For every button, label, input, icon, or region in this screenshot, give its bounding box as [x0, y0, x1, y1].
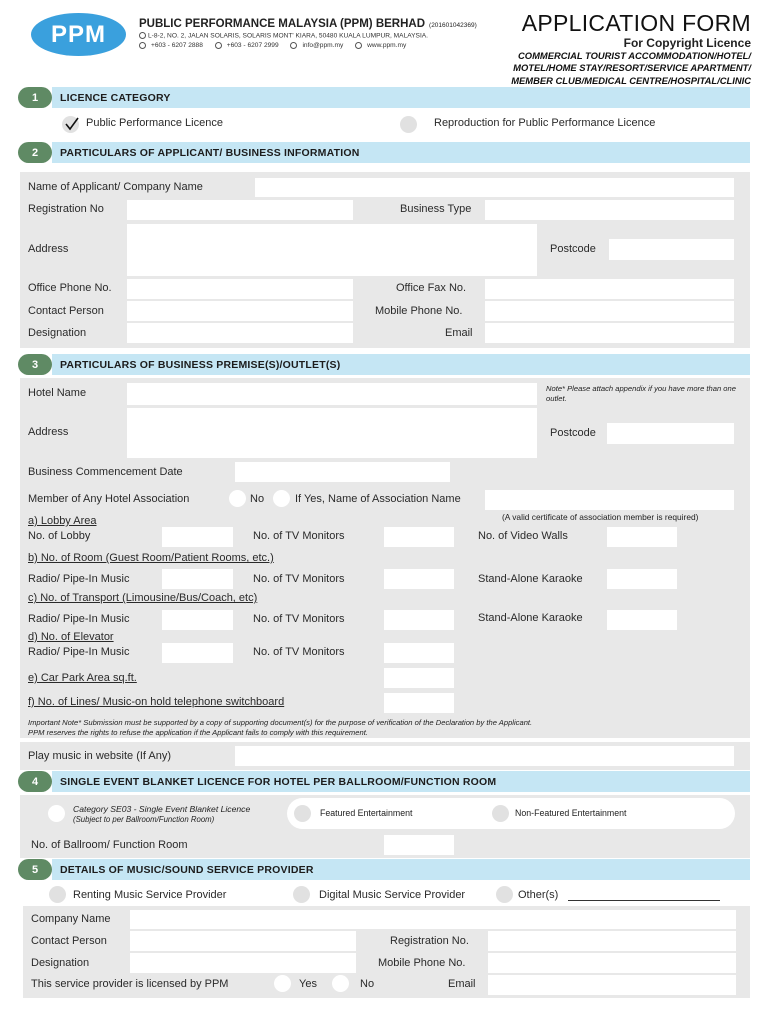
other-provider-line[interactable]	[568, 900, 720, 901]
office-phone-label: Office Phone No.	[28, 282, 112, 294]
commencement-date-label: Business Commencement Date	[28, 466, 183, 478]
applicant-name-label: Name of Applicant/ Company Name	[28, 181, 203, 193]
ballroom-field[interactable]	[384, 835, 454, 855]
section-title: LICENCE CATEGORY	[52, 87, 750, 108]
address-label: Address	[28, 243, 69, 255]
section-number: 2	[18, 142, 52, 163]
appendix-note: Note* Please attach appendix if you have more than one outlet.	[546, 384, 736, 403]
car-park-field[interactable]	[384, 668, 454, 688]
transport-heading: c) No. of Transport (Limousine/Bus/Coach, etc)	[28, 592, 258, 604]
section-2-header	[18, 142, 750, 163]
reproduction-checkbox[interactable]	[400, 116, 417, 133]
member-no-radio[interactable]	[229, 490, 246, 507]
phone-icon	[139, 42, 146, 49]
elevator-heading: d) No. of Elevator	[28, 631, 114, 643]
if-yes-label: If Yes, Name of Association Name	[295, 493, 461, 505]
room-radio-field[interactable]	[162, 569, 233, 589]
room-radio-label: Radio/ Pipe-In Music	[28, 573, 130, 585]
transport-radio-label: Radio/ Pipe-In Music	[28, 613, 130, 625]
car-park-heading: e) Car Park Area sq.ft.	[28, 672, 137, 684]
business-type-field[interactable]	[485, 200, 734, 220]
form-title: APPLICATION FORM	[521, 10, 751, 36]
lobby-heading: a) Lobby Area	[28, 515, 97, 527]
form-subtitle: For Copyright Licence	[623, 36, 751, 50]
company-contact: +603 - 6207 2888 +603 - 6207 2999 info@ppm.my www.ppm.my	[139, 42, 416, 49]
premise-address-label: Address	[28, 426, 69, 438]
room-karaoke-field[interactable]	[607, 569, 677, 589]
provider-designation-field[interactable]	[130, 953, 356, 973]
important-note: Important Note* Submission must be supported by a copy of supporting document(s) for the purpose of verification of the Declaration by the Applicant. PPM reserves the rights to refuse the application if the Applicant fails to comply with this requirement.	[28, 718, 533, 737]
postcode-label: Postcode	[550, 243, 596, 255]
mobile-label: Mobile Phone No.	[375, 305, 463, 317]
section-number: 1	[18, 87, 52, 108]
fax-icon	[215, 42, 222, 49]
featured-label: Featured Entertainment	[320, 808, 413, 818]
category-se03-radio[interactable]	[48, 805, 65, 822]
section-5-header	[18, 859, 750, 880]
hotel-name-field[interactable]	[127, 383, 537, 405]
address-field[interactable]	[127, 224, 537, 276]
commencement-date-field[interactable]	[235, 462, 450, 482]
featured-radio[interactable]	[294, 805, 311, 822]
contact-person-field[interactable]	[127, 301, 353, 321]
no-of-lobby-field[interactable]	[162, 527, 233, 547]
provider-licensed-label: This service provider is licensed by PPM	[31, 978, 229, 990]
transport-tv-field[interactable]	[384, 610, 454, 630]
designation-field[interactable]	[127, 323, 353, 343]
section-1-header	[18, 87, 750, 108]
member-no-label: No	[250, 493, 265, 505]
elevator-tv-field[interactable]	[384, 643, 454, 663]
transport-karaoke-label: Stand-Alone Karaoke	[478, 612, 583, 624]
room-heading: b) No. of Room (Guest Room/Patient Rooms, etc.)	[28, 552, 274, 564]
other-provider-radio[interactable]	[496, 886, 513, 903]
contact-person-label: Contact Person	[28, 305, 104, 317]
business-type-label: Business Type	[400, 203, 472, 215]
email-label: Email	[445, 327, 473, 339]
room-tv-field[interactable]	[384, 569, 454, 589]
section-number: 5	[18, 859, 52, 880]
section-title: DETAILS OF MUSIC/SOUND SERVICE PROVIDER	[52, 859, 750, 880]
section-number: 4	[18, 771, 52, 792]
renting-provider-radio[interactable]	[49, 886, 66, 903]
section-4-header	[18, 771, 750, 792]
provider-company-field[interactable]	[130, 910, 736, 929]
licensed-no-label: No	[360, 978, 375, 990]
lines-field[interactable]	[384, 693, 454, 713]
provider-email-label: Email	[448, 978, 476, 990]
provider-mobile-field[interactable]	[488, 953, 736, 973]
member-yes-radio[interactable]	[273, 490, 290, 507]
section-title: PARTICULARS OF APPLICANT/ BUSINESS INFORMATION	[52, 142, 750, 163]
website-field[interactable]	[235, 746, 734, 766]
elevator-radio-label: Radio/ Pipe-In Music	[28, 646, 130, 658]
premise-postcode-field[interactable]	[607, 423, 734, 444]
hotel-name-label: Hotel Name	[28, 387, 87, 399]
postcode-field[interactable]	[609, 239, 734, 260]
lobby-tv-label: No. of TV Monitors	[253, 530, 345, 542]
public-performance-checkbox[interactable]	[62, 116, 79, 133]
ballroom-label: No. of Ballroom/ Function Room	[31, 839, 188, 851]
provider-email-field[interactable]	[488, 975, 736, 995]
renting-provider-label: Renting Music Service Provider	[73, 889, 227, 901]
category-se03-label: Category SE03 - Single Event Blanket Licence (Subject to per Ballroom/Function Room)	[73, 804, 251, 824]
public-performance-label: Public Performance Licence	[86, 117, 223, 129]
certificate-note: (A valid certificate of association member is required)	[502, 512, 699, 522]
elevator-tv-label: No. of TV Monitors	[253, 646, 345, 658]
globe-icon	[355, 42, 362, 49]
website-label: Play music in website (If Any)	[28, 750, 172, 762]
form-description: COMMERCIAL TOURIST ACCOMMODATION/HOTEL/ MOTEL/HOME STAY/RESORT/SERVICE APARTMENT/ MEMBER CLUB/MEDICAL CENTRE/HOSPITAL/CLINIC	[511, 50, 751, 86]
lobby-tv-field[interactable]	[384, 527, 454, 547]
provider-contact-field[interactable]	[130, 931, 356, 951]
provider-registration-label: Registration No.	[390, 935, 469, 947]
licensed-yes-label: Yes	[299, 978, 317, 990]
room-tv-label: No. of TV Monitors	[253, 573, 345, 585]
section-3-header	[18, 354, 750, 375]
applicant-name-field[interactable]	[255, 178, 734, 197]
association-name-field[interactable]	[485, 490, 734, 510]
transport-karaoke-field[interactable]	[607, 610, 677, 630]
section-number: 3	[18, 354, 52, 375]
digital-provider-radio[interactable]	[293, 886, 310, 903]
premise-address-field[interactable]	[127, 408, 537, 458]
room-karaoke-label: Stand-Alone Karaoke	[478, 573, 583, 585]
company-name: PUBLIC PERFORMANCE MALAYSIA (PPM) BERHAD (201601042369)	[139, 18, 477, 30]
office-fax-field[interactable]	[485, 279, 734, 299]
other-provider-label: Other(s)	[518, 889, 559, 901]
registration-field[interactable]	[127, 200, 353, 220]
provider-registration-field[interactable]	[488, 931, 736, 951]
provider-company-label: Company Name	[31, 913, 111, 925]
lines-heading: f) No. of Lines/ Music-on hold telephone switchboard	[28, 696, 285, 708]
reproduction-label: Reproduction for Public Performance Licence	[434, 117, 656, 129]
provider-designation-label: Designation	[31, 957, 90, 969]
digital-provider-label: Digital Music Service Provider	[319, 889, 466, 901]
transport-radio-field[interactable]	[162, 610, 233, 630]
section-title: PARTICULARS OF BUSINESS PREMISE(S)/OUTLET(S)	[52, 354, 750, 375]
member-association-label: Member of Any Hotel Association	[28, 493, 190, 505]
email-icon	[290, 42, 297, 49]
video-walls-label: No. of Video Walls	[478, 530, 568, 542]
provider-contact-label: Contact Person	[31, 935, 107, 947]
premise-postcode-label: Postcode	[550, 427, 596, 439]
checkmark-icon	[64, 116, 80, 132]
no-of-lobby-label: No. of Lobby	[28, 530, 91, 542]
location-pin-icon	[139, 32, 146, 39]
office-phone-field[interactable]	[127, 279, 353, 299]
office-fax-label: Office Fax No.	[396, 282, 467, 294]
company-address: L-8-2, NO. 2, JALAN SOLARIS, SOLARIS MONT' KIARA, 50480 KUALA LUMPUR, MALAYSIA.	[139, 32, 428, 39]
section-title: SINGLE EVENT BLANKET LICENCE FOR HOTEL PER BALLROOM/FUNCTION ROOM	[52, 771, 750, 792]
elevator-radio-field[interactable]	[162, 643, 233, 663]
designation-label: Designation	[28, 327, 87, 339]
registration-label: Registration No	[28, 203, 104, 215]
non-featured-label: Non-Featured Entertainment	[515, 808, 627, 818]
non-featured-radio[interactable]	[492, 805, 509, 822]
licensed-yes-radio[interactable]	[274, 975, 291, 992]
licensed-no-radio[interactable]	[332, 975, 349, 992]
video-walls-field[interactable]	[607, 527, 677, 547]
ppm-logo: PPM	[31, 13, 126, 56]
company-reg: (201601042369)	[429, 22, 477, 29]
transport-tv-label: No. of TV Monitors	[253, 613, 345, 625]
provider-mobile-label: Mobile Phone No.	[378, 957, 466, 969]
email-field[interactable]	[485, 323, 734, 343]
mobile-field[interactable]	[485, 301, 734, 321]
